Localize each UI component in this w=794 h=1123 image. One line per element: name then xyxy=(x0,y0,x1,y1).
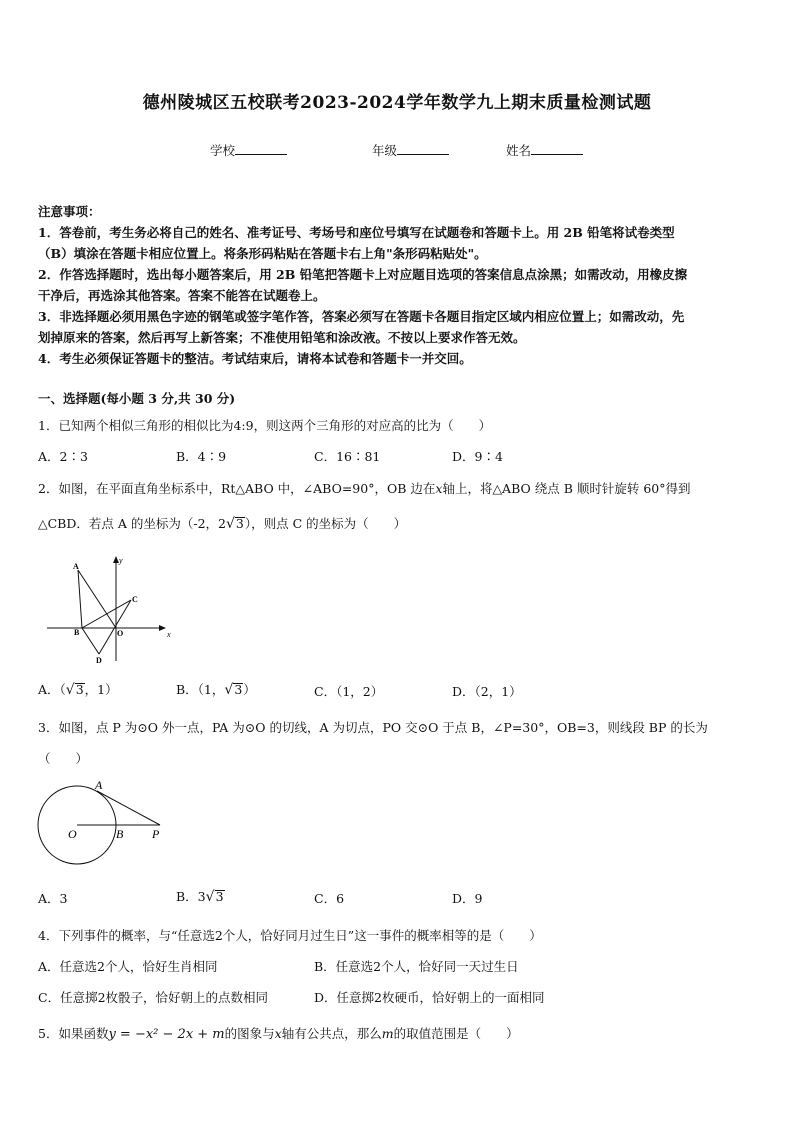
question-2-stem-line2 xyxy=(38,514,406,532)
q3-figure xyxy=(35,776,175,876)
q2-opt-b-post: ） xyxy=(243,682,256,697)
q2-radicand: 3 xyxy=(235,516,244,531)
q4-option-d[interactable]: D．任意掷2枚硬币，恰好朝上的一面相同 xyxy=(314,990,545,1005)
segment-cd xyxy=(99,600,131,654)
notice-line: 3．非选择题必须用黑色字迹的钢笔或签字笔作答，答案必须写在答题卡各题目指定区域内相应位置上；如需改动，先 xyxy=(38,309,685,324)
school-label: 学校 xyxy=(210,143,236,158)
label-x: x xyxy=(167,630,171,639)
q5-stem-part: 的图象与 xyxy=(224,1026,275,1041)
q2-option-d[interactable]: D．（2，1） xyxy=(452,684,522,699)
q5-m-var: m xyxy=(381,1026,394,1041)
segment-ab xyxy=(78,570,82,628)
label-a: A xyxy=(73,562,79,571)
q5-stem-part: 5．如果函数 xyxy=(38,1026,109,1041)
q2-opt-b-pre: B．（1， xyxy=(176,682,225,697)
label-a: A xyxy=(95,778,103,792)
label-y: y xyxy=(119,556,123,565)
q4-option-a[interactable]: A．任意选2个人，恰好生肖相同 xyxy=(38,959,218,974)
label-b: B xyxy=(74,628,80,637)
question-1-stem: 1．已知两个相似三角形的相似比为4:9，则这两个三角形的对应高的比为（ ） xyxy=(38,418,492,433)
grade-field[interactable] xyxy=(372,141,449,159)
segment-bd xyxy=(82,628,99,654)
label-b: B xyxy=(116,827,124,841)
q3-option-d[interactable]: D．9 xyxy=(452,891,483,906)
sqrt-icon: √ xyxy=(205,889,215,905)
grade-label: 年级 xyxy=(372,143,398,158)
q2-x-var: x xyxy=(435,481,443,496)
q1-option-b[interactable]: B．4∶9 xyxy=(176,449,227,464)
q2-stem-part: 轴上，将△ABO 绕点 B 顺时针旋转 60°得到 xyxy=(442,481,691,496)
question-2-stem-line1 xyxy=(38,479,690,497)
segment-pa xyxy=(97,791,160,825)
label-o: O xyxy=(68,827,77,841)
q3-option-a[interactable]: A．3 xyxy=(38,891,68,906)
q1-option-c[interactable]: C．16∶81 xyxy=(314,449,381,464)
q2-opt-a-post: ，1） xyxy=(84,682,118,697)
notice-line: 划掉原来的答案，然后再写上新答案；不准使用铅笔和涂改液。不按以上要求作答无效。 xyxy=(38,330,526,345)
q3-option-b[interactable] xyxy=(176,887,225,905)
notice-line: 4．考生必须保证答题卡的整洁。考试结束后，请将本试卷和答题卡一并交回。 xyxy=(38,351,472,366)
q4-option-b[interactable]: B．任意选2个人，恰好同一天过生日 xyxy=(314,959,519,974)
school-blank[interactable] xyxy=(235,142,287,155)
q2-option-a[interactable] xyxy=(38,680,118,698)
q2-stem-part: △CBD．若点 A 的坐标为（-2，2 xyxy=(38,516,226,531)
label-c: C xyxy=(132,595,138,604)
section-heading: 一、选择题(每小题 3 分,共 30 分) xyxy=(38,391,236,406)
q1-option-a[interactable]: A．2∶3 xyxy=(38,449,88,464)
notice-line: 2．作答选择题时，选出每小题答案后，用 2B 铅笔把答题卡上对应题目选项的答案信息点涂黑；如需改动，用橡皮擦 xyxy=(38,267,688,282)
q2-option-c[interactable]: C．（1，2） xyxy=(314,684,384,699)
name-label: 姓名 xyxy=(506,143,532,158)
label-d: D xyxy=(96,656,102,665)
school-field[interactable] xyxy=(210,141,287,159)
page-title: 德州陵城区五校联考2023-2024学年数学九上期末质量检测试题 xyxy=(142,93,652,113)
label-o: O xyxy=(117,629,124,638)
q3-option-c[interactable]: C．6 xyxy=(314,891,345,906)
q3-opt-b-radicand: 3 xyxy=(215,889,224,904)
q2-opt-b-radicand: 3 xyxy=(234,682,243,697)
q2-stem-part: 2．如图，在平面直角坐标系中，Rt△ABO 中，∠ABO=90°，OB 边在 xyxy=(38,481,436,496)
question-3-stem: 3．如图，点 P 为⊙O 外一点，PA 为⊙O 的切线，A 为切点，PO 交⊙O 于点 B，∠P=30°，OB=3，则线段 BP 的长为 xyxy=(38,720,708,735)
q2-option-b[interactable] xyxy=(176,680,256,698)
sqrt-icon: √ xyxy=(65,682,75,698)
q2-opt-a-radicand: 3 xyxy=(75,682,84,697)
q4-option-c[interactable]: C．任意掷2枚骰子，恰好朝上的点数相同 xyxy=(38,990,269,1005)
q2-opt-a-pre: A．（ xyxy=(38,682,66,697)
question-3-blank: （ ） xyxy=(38,751,89,766)
q2-figure xyxy=(44,553,179,668)
q5-stem-part: 的取值范围是（ ） xyxy=(393,1026,519,1041)
notice-line: （B）填涂在答题卡相应位置上。将条形码粘贴在答题卡右上角"条形码粘贴处"。 xyxy=(38,246,487,261)
name-field[interactable] xyxy=(506,141,583,159)
notice-line: 1．答卷前，考生务必将自己的姓名、准考证号、考场号和座位号填写在试题卷和答题卡上。用 2B 铅笔将试卷类型 xyxy=(38,225,675,240)
q2-stem-part: ），则点 C 的坐标为（ ） xyxy=(244,516,407,531)
sqrt-icon: √ xyxy=(224,682,234,698)
notice-line: 干净后，再选涂其他答案。答案不能答在试题卷上。 xyxy=(38,288,326,303)
sqrt-icon: √ xyxy=(226,516,235,532)
notice-heading: 注意事项： xyxy=(38,204,101,219)
q5-stem-part: 轴有公共点，那么 xyxy=(281,1026,382,1041)
name-blank[interactable] xyxy=(531,142,583,155)
grade-blank[interactable] xyxy=(397,142,449,155)
label-p: P xyxy=(152,827,160,841)
q5-formula: y = −x² − 2x + m xyxy=(108,1027,225,1042)
segment-bc xyxy=(82,600,131,628)
question-4-stem: 4．下列事件的概率，与“任意选2个人，恰好同月过生日”这一事件的概率相等的是（ ） xyxy=(38,928,542,943)
q1-option-d[interactable]: D．9∶4 xyxy=(452,449,503,464)
q5-x-var: x xyxy=(274,1026,282,1041)
q3-opt-b-pre: B．3 xyxy=(176,889,206,904)
question-5-stem xyxy=(38,1024,519,1042)
x-axis-arrow xyxy=(159,625,166,631)
